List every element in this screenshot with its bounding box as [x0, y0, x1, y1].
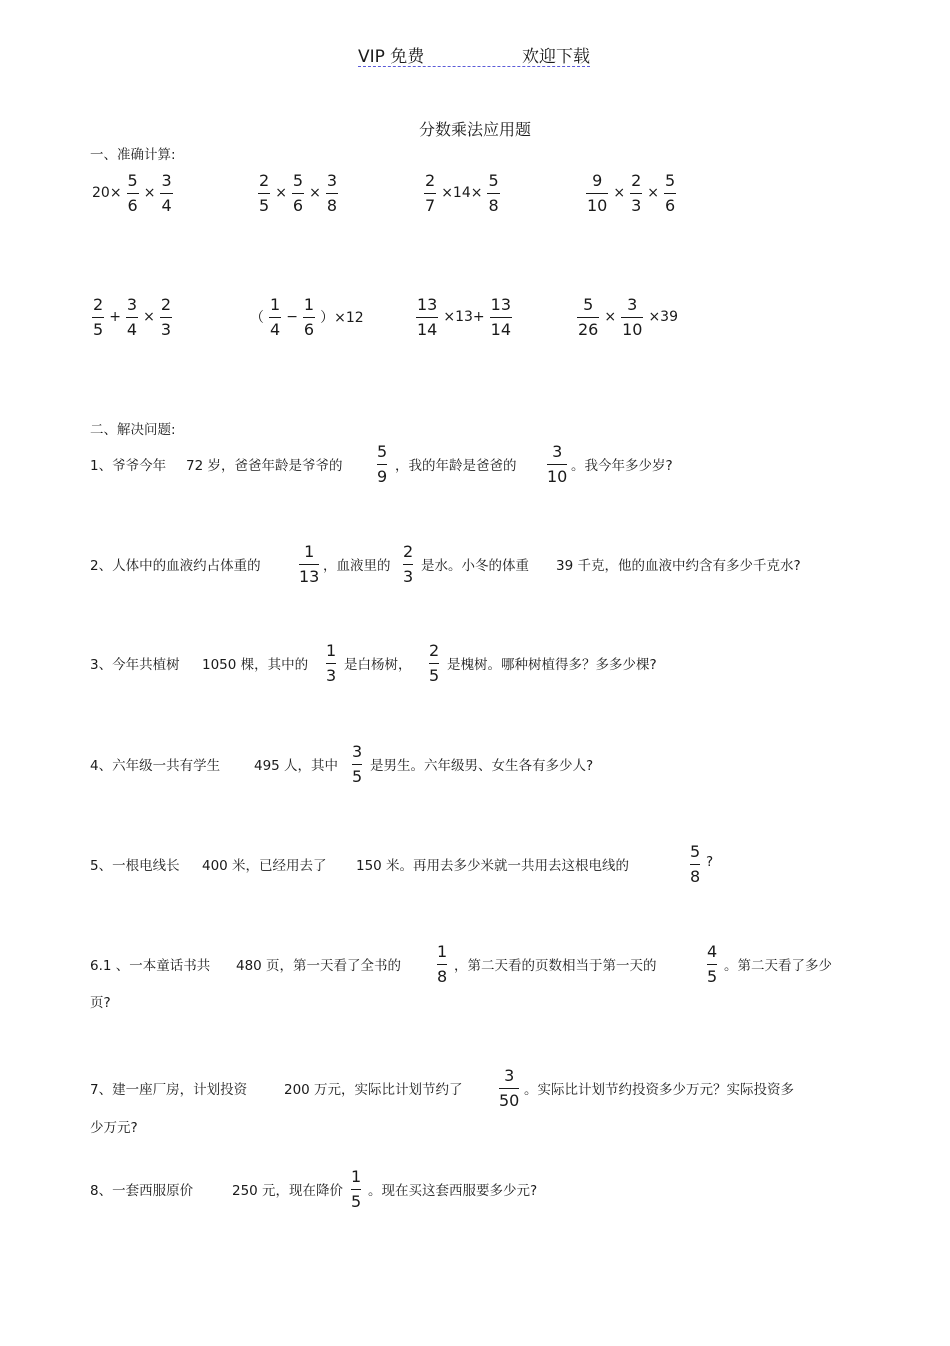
fraction-denominator: 6	[665, 195, 676, 215]
fraction-bar	[292, 193, 304, 194]
fraction-bar	[160, 193, 172, 194]
fraction-bar	[326, 193, 338, 194]
q8-text-c: 。现在买这套西服要多少元?	[368, 1183, 538, 1199]
expr-operator: +	[109, 309, 121, 325]
fraction	[586, 171, 608, 216]
fraction-numerator: 2	[160, 294, 172, 314]
q5-text-d: ?	[706, 854, 714, 870]
fraction-bar	[92, 317, 104, 318]
expr-operator: ×	[143, 309, 155, 325]
q8-text-a: 8、一套西服原价	[90, 1183, 194, 1199]
fraction-bar	[269, 317, 281, 318]
fraction-denominator: 5	[259, 195, 270, 215]
q5-fraction-1: 5 8	[690, 842, 701, 886]
q7-fraction-1: 3 50	[499, 1066, 520, 1110]
expr-operator: ×	[613, 185, 626, 201]
calc-1-2	[256, 167, 340, 219]
fraction-numerator: 2	[631, 170, 642, 190]
expr-operator: ×	[647, 185, 660, 201]
expr-operator: ×39	[648, 309, 678, 325]
header-right-text: 欢迎下载	[522, 47, 590, 67]
fraction	[269, 295, 281, 340]
expr-operator: ×	[143, 185, 156, 201]
q4-text-c: 是男生。六年级男、女生各有多少人?	[370, 758, 594, 774]
fraction	[326, 171, 338, 216]
q1-text-b: 72 岁，爸爸年龄是爷爷的	[186, 458, 343, 474]
fraction-denominator: 3	[160, 319, 172, 339]
fraction-numerator: 2	[93, 294, 104, 314]
fraction-numerator: 3	[326, 170, 338, 190]
q2-fraction-1: 1 13	[299, 542, 320, 586]
fraction-bar	[577, 317, 599, 318]
fraction	[416, 295, 438, 340]
fraction-denominator: 6	[292, 195, 304, 215]
fraction-denominator: 8	[326, 195, 338, 215]
fraction-numerator: 5	[665, 170, 676, 190]
fraction-denominator: 14	[490, 319, 511, 339]
fraction	[487, 171, 499, 216]
q6-text-b: 480 页，第一天看了全书的	[236, 958, 402, 974]
fraction-bar	[621, 317, 643, 318]
q1-text-d: 。我今年多少岁?	[571, 458, 673, 474]
q8-fraction-1: 1 5	[351, 1167, 362, 1211]
fraction-denominator: 26	[578, 319, 599, 339]
fraction	[160, 171, 172, 216]
expr-operator: （	[250, 310, 264, 326]
fraction-denominator: 4	[161, 195, 172, 215]
page-header	[358, 42, 590, 67]
fraction-denominator: 7	[425, 195, 436, 215]
fraction	[630, 171, 642, 216]
fraction-bar	[630, 193, 642, 194]
q4-fraction-1: 3 5	[352, 742, 363, 786]
fraction-denominator: 8	[488, 195, 499, 215]
q6-text-e: 页?	[90, 995, 111, 1011]
expr-operator: ×	[275, 185, 287, 201]
q2-text-c: 是水。小冬的体重	[421, 558, 529, 574]
fraction	[127, 171, 139, 216]
fraction-denominator: 4	[126, 319, 138, 339]
fraction-numerator: 3	[126, 294, 138, 314]
fraction	[621, 295, 643, 340]
fraction-bar	[160, 317, 172, 318]
fraction	[577, 295, 599, 340]
calc-2-1	[90, 291, 174, 343]
expr-operator: 20×	[92, 185, 122, 201]
fraction	[664, 171, 676, 216]
expr-operator: −	[286, 309, 298, 325]
q7-text-c: 。实际比计划节约投资多少万元？实际投资多	[524, 1082, 794, 1098]
fraction	[160, 295, 172, 340]
expr-operator: ×14×	[441, 185, 483, 201]
q4-text-b: 495 人，其中	[254, 758, 339, 774]
q5-text-b: 400 米，已经用去了	[202, 858, 327, 874]
fraction	[92, 295, 104, 340]
calc-1-4	[584, 167, 678, 219]
q3-fraction-1: 1 3	[326, 641, 337, 685]
q1-fraction-1: 5 9	[377, 442, 388, 486]
fraction-numerator: 5	[127, 170, 138, 190]
q6-text-c: ，第二天看的页数相当于第一天的	[454, 958, 657, 974]
fraction-numerator: 9	[592, 170, 603, 190]
q1-text-c: ，我的年龄是爸爸的	[395, 458, 517, 474]
q3-text-d: 是槐树。哪种树植得多？多多少棵?	[447, 657, 657, 673]
fraction-denominator: 6	[303, 319, 315, 339]
fraction-bar	[490, 317, 512, 318]
fraction-numerator: 13	[490, 294, 511, 314]
expr-operator: ）×12	[320, 310, 364, 326]
q4-text-a: 4、六年级一共有学生	[90, 758, 221, 774]
fraction-denominator: 14	[417, 319, 438, 339]
fraction	[424, 171, 436, 216]
fraction-denominator: 10	[587, 195, 608, 215]
fraction-bar	[127, 193, 139, 194]
q2-fraction-2: 2 3	[403, 542, 414, 586]
q3-text-b: 1050 棵，其中的	[202, 657, 309, 673]
q8-text-b: 250 元，现在降价	[232, 1183, 344, 1199]
calc-2-4	[575, 291, 681, 343]
fraction-bar	[664, 193, 676, 194]
fraction-numerator: 3	[161, 170, 172, 190]
fraction	[490, 295, 512, 340]
section2-heading: 二、解决问题:	[90, 422, 176, 438]
fraction	[126, 295, 138, 340]
fraction-bar	[586, 193, 608, 194]
q6-text-a: 6.1 、一本童话书共	[90, 958, 211, 974]
fraction-numerator: 2	[425, 170, 436, 190]
fraction-denominator: 3	[631, 195, 642, 215]
q6-fraction-1: 1 8	[437, 942, 448, 986]
fraction-numerator: 3	[627, 294, 638, 314]
fraction-numerator: 2	[259, 170, 270, 190]
expr-operator: ×	[309, 185, 321, 201]
header-left-text: VIP 免费	[358, 47, 425, 67]
fraction	[292, 171, 304, 216]
fraction-denominator: 10	[622, 319, 643, 339]
expr-operator: ×13+	[443, 309, 485, 325]
fraction	[303, 295, 315, 340]
q3-fraction-2: 2 5	[429, 641, 440, 685]
fraction-numerator: 5	[488, 170, 499, 190]
q6-fraction-2: 4 5	[707, 942, 718, 986]
fraction-numerator: 13	[417, 294, 438, 314]
q5-text-c: 150 米。再用去多少米就一共用去这根电线的	[356, 858, 630, 874]
q1-fraction-2: 3 10	[547, 442, 568, 486]
fraction-bar	[416, 317, 438, 318]
fraction-numerator: 1	[303, 294, 315, 314]
q1-text-a: 1、爷爷今年	[90, 458, 167, 474]
q7-text-b: 200 万元，实际比计划节约了	[284, 1082, 463, 1098]
fraction-bar	[258, 193, 270, 194]
calc-1-3	[422, 167, 502, 219]
page-title: 分数乘法应用题	[418, 120, 531, 139]
fraction-bar	[126, 317, 138, 318]
q6-text-d: 。第二天看了多少	[724, 958, 832, 974]
expr-operator: ×	[604, 309, 617, 325]
calc-2-3	[414, 291, 514, 343]
calc-2-2	[247, 291, 367, 343]
calc-1-1	[89, 167, 175, 219]
q3-text-a: 3、今年共植树	[90, 657, 180, 673]
fraction-numerator: 5	[292, 170, 304, 190]
fraction-bar	[487, 193, 499, 194]
fraction-bar	[303, 317, 315, 318]
fraction	[258, 171, 270, 216]
q2-text-d: 39 千克，他的血液中约含有多少千克水?	[556, 558, 801, 574]
fraction-bar	[424, 193, 436, 194]
q7-text-d: 少万元?	[90, 1120, 138, 1136]
fraction-denominator: 5	[93, 319, 104, 339]
q7-text-a: 7、建一座厂房，计划投资	[90, 1082, 248, 1098]
fraction-numerator: 1	[270, 294, 281, 314]
q2-text-b: ，血液里的	[323, 558, 391, 574]
fraction-numerator: 5	[583, 294, 594, 314]
section1-heading: 一、准确计算:	[90, 147, 176, 163]
fraction-denominator: 4	[270, 319, 281, 339]
q2-text-a: 2、人体中的血液约占体重的	[90, 558, 261, 574]
q5-text-a: 5、一根电线长	[90, 858, 180, 874]
q3-text-c: 是白杨树，	[344, 657, 412, 673]
fraction-denominator: 6	[127, 195, 138, 215]
